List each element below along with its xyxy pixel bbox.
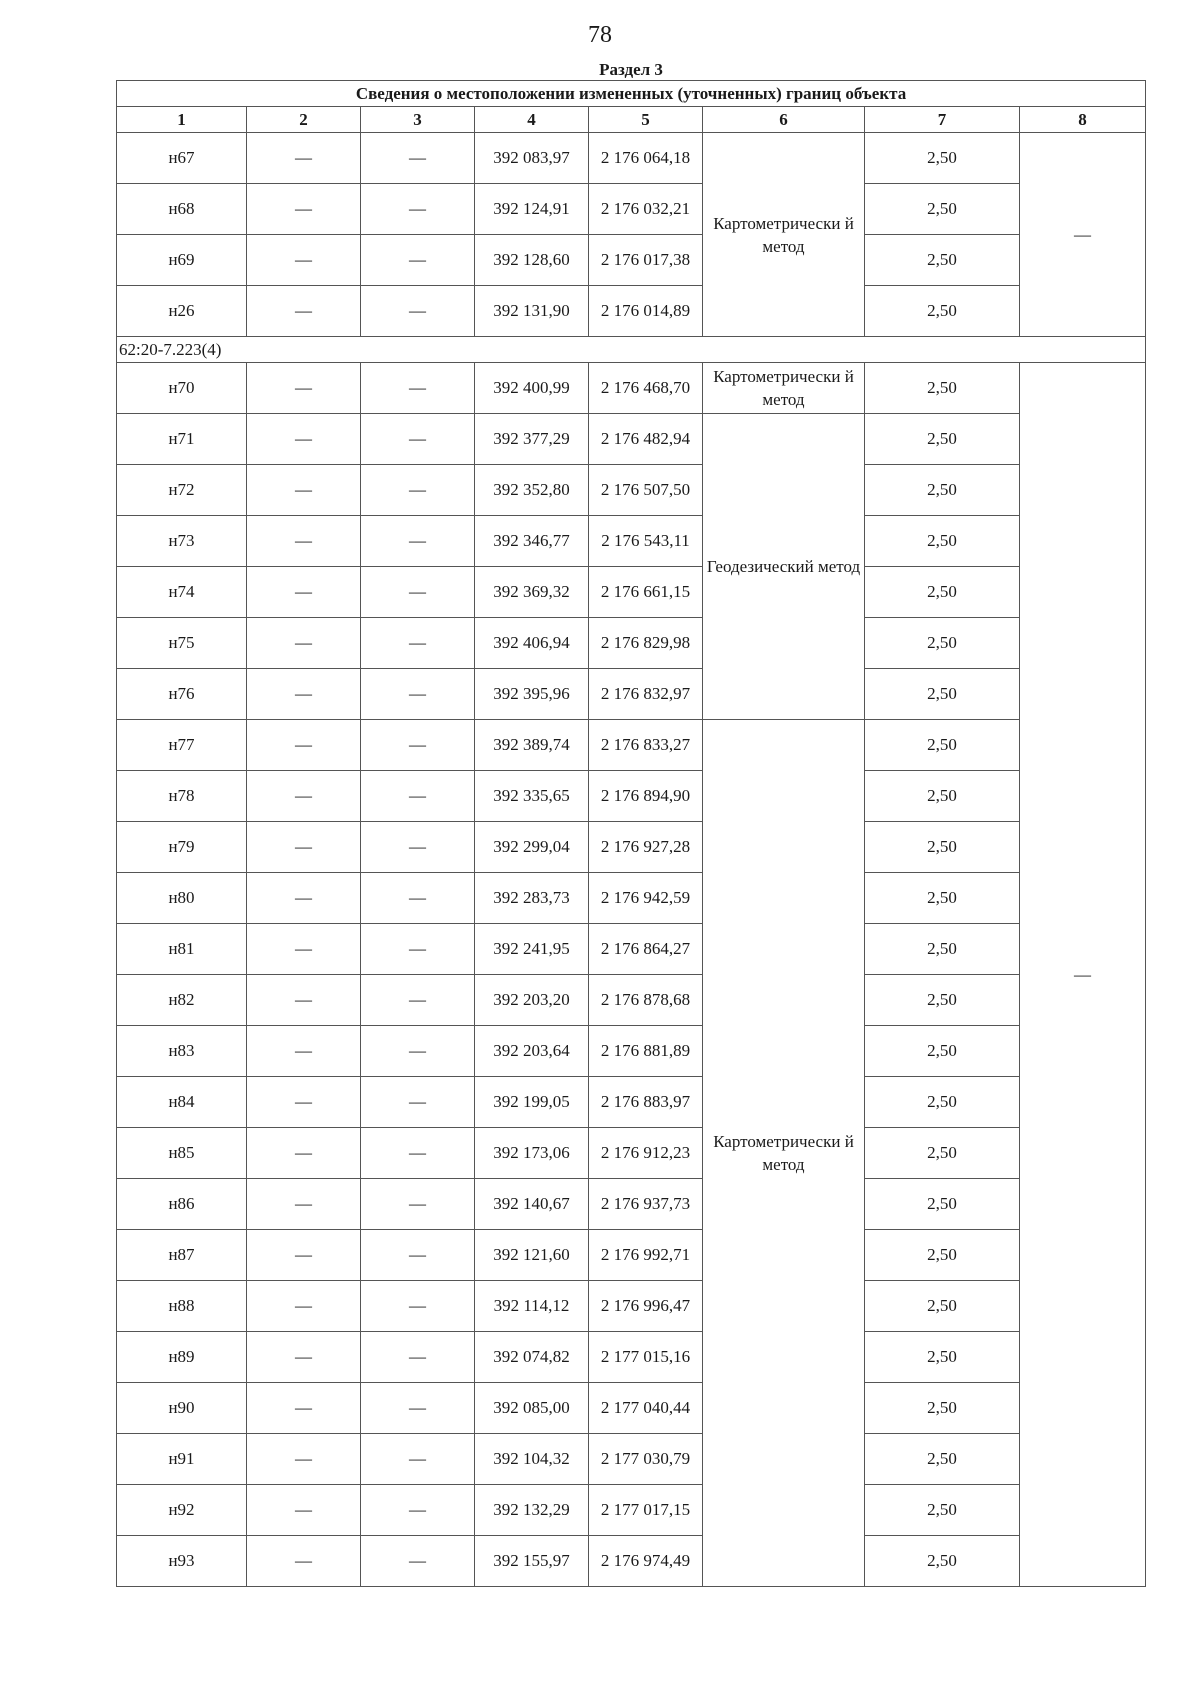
table-row [117,924,1146,975]
precision-value: 2,50 [865,1383,1020,1434]
column-header: 6 [703,107,865,133]
coordinate-x: 392 299,04 [475,822,589,873]
point-name: н88 [117,1281,247,1332]
column-2-value: — [247,975,361,1026]
page-number: 78 [588,22,612,48]
coordinate-y: 2 176 832,97 [589,669,703,720]
precision-value: 2,50 [865,924,1020,975]
column-3-value: — [361,618,475,669]
column-3-value: — [361,567,475,618]
table-caption: Сведения о местоположении измененных (уточненных) границ объекта [117,81,1146,107]
coordinate-x: 392 140,67 [475,1179,589,1230]
precision-value: 2,50 [865,1179,1020,1230]
column-3-value: — [361,975,475,1026]
precision-value: 2,50 [865,771,1020,822]
coordinate-x: 392 346,77 [475,516,589,567]
column-3-value: — [361,1383,475,1434]
column-3-value: — [361,873,475,924]
point-name: н89 [117,1332,247,1383]
table-row [117,1332,1146,1383]
column-2-value: — [247,822,361,873]
point-name: н73 [117,516,247,567]
coordinate-y: 2 176 833,27 [589,720,703,771]
coordinate-y: 2 176 064,18 [589,133,703,184]
table-row [117,975,1146,1026]
precision-value: 2,50 [865,184,1020,235]
column-2-value: — [247,133,361,184]
precision-value: 2,50 [865,1077,1020,1128]
column-2-value: — [247,1281,361,1332]
point-name: н67 [117,133,247,184]
point-name: н86 [117,1179,247,1230]
column-header: 3 [361,107,475,133]
precision-value: 2,50 [865,720,1020,771]
precision-value: 2,50 [865,1485,1020,1536]
point-name: н80 [117,873,247,924]
column-2-value: — [247,873,361,924]
coordinate-x: 392 083,97 [475,133,589,184]
coordinate-y: 2 176 912,23 [589,1128,703,1179]
column-3-value: — [361,1128,475,1179]
column-3-value: — [361,465,475,516]
coordinate-x: 392 085,00 [475,1383,589,1434]
coordinate-y: 2 176 829,98 [589,618,703,669]
point-name: н71 [117,414,247,465]
coordinate-y: 2 176 507,50 [589,465,703,516]
column-2-value: — [247,363,361,414]
point-name: н70 [117,363,247,414]
precision-value: 2,50 [865,567,1020,618]
coordinate-y: 2 176 883,97 [589,1077,703,1128]
group-row [117,337,1146,363]
coordinate-x: 392 074,82 [475,1332,589,1383]
coordinate-x: 392 241,95 [475,924,589,975]
column-2-value: — [247,516,361,567]
coordinate-y: 2 176 881,89 [589,1026,703,1077]
point-name: н69 [117,235,247,286]
coordinate-x: 392 104,32 [475,1434,589,1485]
coordinate-x: 392 395,96 [475,669,589,720]
point-name: н83 [117,1026,247,1077]
column-3-value: — [361,1230,475,1281]
point-name: н84 [117,1077,247,1128]
coordinate-x: 392 203,64 [475,1026,589,1077]
column-2-value: — [247,567,361,618]
column-header: 7 [865,107,1020,133]
table-row [117,873,1146,924]
coordinate-y: 2 177 017,15 [589,1485,703,1536]
column-3-value: — [361,1485,475,1536]
column-2-value: — [247,286,361,337]
point-name: н92 [117,1485,247,1536]
boundary-coordinates-table [116,80,1146,1587]
coordinate-y: 2 176 878,68 [589,975,703,1026]
point-name: н75 [117,618,247,669]
column-3-value: — [361,720,475,771]
coordinate-y: 2 176 927,28 [589,822,703,873]
coordinate-y: 2 176 014,89 [589,286,703,337]
point-name: н76 [117,669,247,720]
column-header: 2 [247,107,361,133]
table-row [117,1179,1146,1230]
precision-value: 2,50 [865,465,1020,516]
table-row [117,1077,1146,1128]
table-row [117,720,1146,771]
column-2-value: — [247,235,361,286]
precision-value: 2,50 [865,1128,1020,1179]
coordinate-y: 2 177 030,79 [589,1434,703,1485]
column-3-value: — [361,771,475,822]
column-3-value: — [361,822,475,873]
table-row [117,516,1146,567]
precision-value: 2,50 [865,822,1020,873]
table-caption-row [117,81,1146,107]
table-row [117,1536,1146,1587]
table-row [117,567,1146,618]
precision-value: 2,50 [865,1230,1020,1281]
column-header: 8 [1020,107,1146,133]
table-row [117,465,1146,516]
column-2-value: — [247,1128,361,1179]
column-2-value: — [247,1434,361,1485]
table-row [117,1485,1146,1536]
table-row [117,1434,1146,1485]
column-3-value: — [361,516,475,567]
coordinate-x: 392 155,97 [475,1536,589,1587]
coordinate-x: 392 131,90 [475,286,589,337]
point-name: н82 [117,975,247,1026]
column-2-value: — [247,465,361,516]
table-row [117,771,1146,822]
coordinate-x: 392 121,60 [475,1230,589,1281]
coordinate-x: 392 352,80 [475,465,589,516]
coordinate-x: 392 400,99 [475,363,589,414]
coordinate-y: 2 176 864,27 [589,924,703,975]
coordinate-x: 392 335,65 [475,771,589,822]
column-3-value: — [361,1026,475,1077]
table-row [117,363,1146,414]
point-name: н81 [117,924,247,975]
precision-value: 2,50 [865,235,1020,286]
precision-value: 2,50 [865,133,1020,184]
coordinate-x: 392 124,91 [475,184,589,235]
coordinate-x: 392 283,73 [475,873,589,924]
coordinate-y: 2 176 482,94 [589,414,703,465]
precision-value: 2,50 [865,618,1020,669]
column-2-value: — [247,1077,361,1128]
column-3-value: — [361,133,475,184]
column-8-value: — [1020,133,1146,337]
coordinate-y: 2 176 032,21 [589,184,703,235]
coordinate-y: 2 177 015,16 [589,1332,703,1383]
section-title: Раздел 3 [599,60,663,79]
table-body [117,81,1146,1587]
column-3-value: — [361,235,475,286]
table-row [117,286,1146,337]
column-2-value: — [247,414,361,465]
coordinate-y: 2 176 543,11 [589,516,703,567]
coordinate-y: 2 176 992,71 [589,1230,703,1281]
column-2-value: — [247,184,361,235]
column-3-value: — [361,1434,475,1485]
table-row [117,822,1146,873]
table-header-row [117,107,1146,133]
column-3-value: — [361,286,475,337]
coordinate-y: 2 176 942,59 [589,873,703,924]
precision-value: 2,50 [865,286,1020,337]
table-row [117,1383,1146,1434]
point-name: н91 [117,1434,247,1485]
precision-value: 2,50 [865,669,1020,720]
table-row [117,1230,1146,1281]
column-3-value: — [361,1536,475,1587]
coordinate-x: 392 199,05 [475,1077,589,1128]
table-row [117,133,1146,184]
column-3-value: — [361,1077,475,1128]
precision-value: 2,50 [865,516,1020,567]
column-3-value: — [361,669,475,720]
precision-value: 2,50 [865,1332,1020,1383]
precision-value: 2,50 [865,975,1020,1026]
method-cell: Картометрически й метод [703,133,865,337]
column-2-value: — [247,1026,361,1077]
coordinate-y: 2 176 468,70 [589,363,703,414]
column-header: 4 [475,107,589,133]
point-name: н26 [117,286,247,337]
coordinate-x: 392 114,12 [475,1281,589,1332]
column-2-value: — [247,771,361,822]
coordinate-y: 2 176 661,15 [589,567,703,618]
method-cell: Картометрически й метод [703,363,865,414]
point-name: н72 [117,465,247,516]
precision-value: 2,50 [865,873,1020,924]
table-row [117,669,1146,720]
coordinate-x: 392 406,94 [475,618,589,669]
coordinate-x: 392 203,20 [475,975,589,1026]
column-2-value: — [247,1179,361,1230]
coordinate-x: 392 389,74 [475,720,589,771]
point-name: н77 [117,720,247,771]
column-3-value: — [361,1332,475,1383]
column-2-value: — [247,1332,361,1383]
coordinate-x: 392 128,60 [475,235,589,286]
column-3-value: — [361,184,475,235]
coordinate-y: 2 176 937,73 [589,1179,703,1230]
point-name: н79 [117,822,247,873]
column-3-value: — [361,363,475,414]
column-3-value: — [361,1281,475,1332]
point-name: н78 [117,771,247,822]
precision-value: 2,50 [865,363,1020,414]
table-row [117,184,1146,235]
column-2-value: — [247,924,361,975]
coordinate-y: 2 176 974,49 [589,1536,703,1587]
precision-value: 2,50 [865,414,1020,465]
column-8-value: — [1020,363,1146,1587]
table-row [117,1128,1146,1179]
column-2-value: — [247,669,361,720]
coordinate-y: 2 176 894,90 [589,771,703,822]
column-2-value: — [247,1485,361,1536]
table-row [117,618,1146,669]
point-name: н93 [117,1536,247,1587]
table-row [117,1281,1146,1332]
point-name: н68 [117,184,247,235]
method-cell: Картометрически й метод [703,720,865,1587]
point-name: н74 [117,567,247,618]
column-header: 1 [117,107,247,133]
point-name: н90 [117,1383,247,1434]
precision-value: 2,50 [865,1434,1020,1485]
column-2-value: — [247,1383,361,1434]
column-3-value: — [361,414,475,465]
precision-value: 2,50 [865,1281,1020,1332]
point-name: н87 [117,1230,247,1281]
method-cell: Геодезический метод [703,414,865,720]
coordinate-x: 392 377,29 [475,414,589,465]
column-header: 5 [589,107,703,133]
column-2-value: — [247,1536,361,1587]
precision-value: 2,50 [865,1536,1020,1587]
table-row [117,235,1146,286]
point-name: н85 [117,1128,247,1179]
coordinate-x: 392 369,32 [475,567,589,618]
column-3-value: — [361,1179,475,1230]
column-3-value: — [361,924,475,975]
coordinate-x: 392 132,29 [475,1485,589,1536]
table-row [117,414,1146,465]
coordinate-y: 2 176 017,38 [589,235,703,286]
coordinate-y: 2 176 996,47 [589,1281,703,1332]
column-2-value: — [247,720,361,771]
cadastral-group-label: 62:20-7.223(4) [117,337,1146,363]
column-2-value: — [247,1230,361,1281]
table-row [117,1026,1146,1077]
precision-value: 2,50 [865,1026,1020,1077]
coordinate-x: 392 173,06 [475,1128,589,1179]
column-2-value: — [247,618,361,669]
coordinate-y: 2 177 040,44 [589,1383,703,1434]
